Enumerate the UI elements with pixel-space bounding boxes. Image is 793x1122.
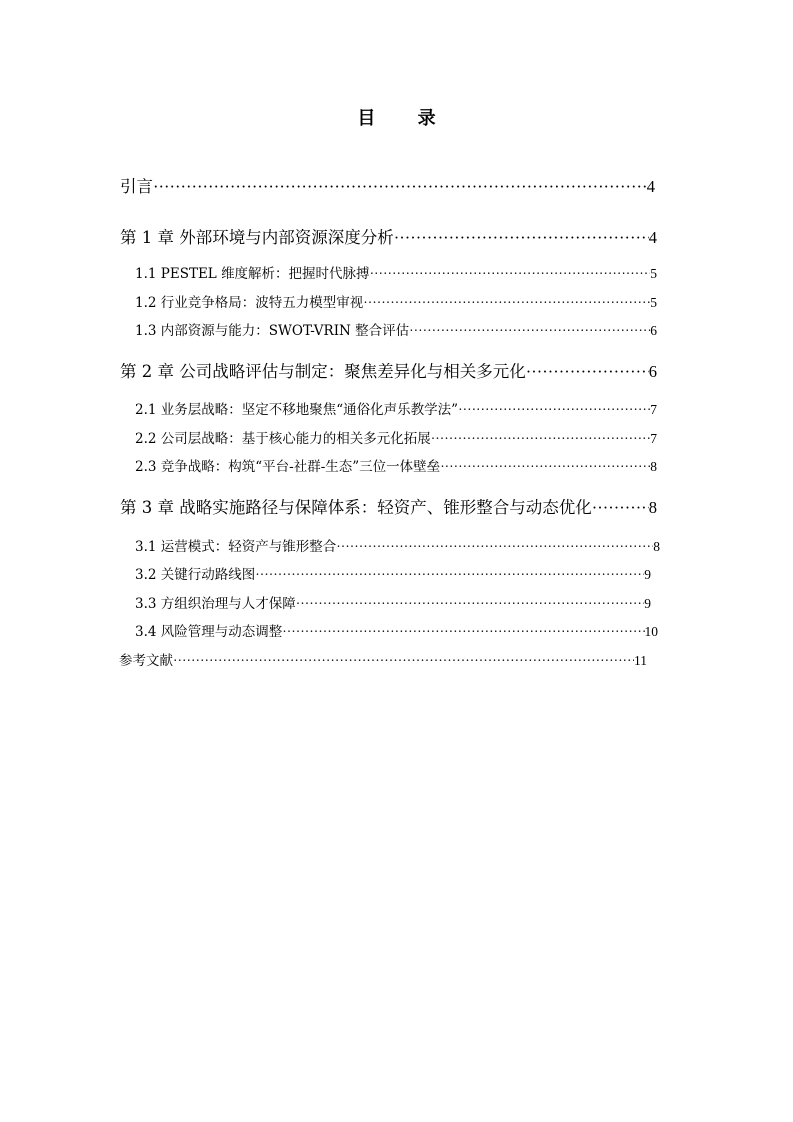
dot-leader [592, 498, 649, 518]
toc-entry-page-number: 4 [648, 228, 657, 247]
toc-entry[interactable] [135, 262, 657, 282]
toc-entry-page-number: 10 [644, 624, 658, 639]
dot-leader [336, 539, 653, 555]
toc-entry-page-number: 9 [644, 596, 651, 611]
toc-entry-label: 1.3 内部资源与能力：SWOT-VRIN 整合评估 [135, 323, 410, 339]
dot-leader [296, 596, 644, 612]
toc-entry[interactable] [135, 427, 657, 447]
toc-entry-page-number: 4 [646, 177, 655, 196]
toc-entry-page-number: 9 [644, 567, 651, 582]
dot-leader [409, 323, 650, 339]
toc-entry-label: 1.1 PESTEL 维度解析：把握时代脉搏 [135, 266, 370, 282]
toc-entry[interactable] [120, 173, 655, 197]
toc-entry[interactable] [135, 455, 657, 475]
dot-leader [255, 567, 644, 583]
toc-entry-label: 第 3 章 战略实施路径与保障体系：轻资产、锥形整合与动态优化 [120, 498, 592, 517]
toc-entry-label: 2.2 公司层战略：基于核心能力的相关多元化拓展 [135, 431, 431, 447]
toc-entry-page-number: 5 [650, 266, 657, 281]
toc-entry-label: 3.1 运营模式：轻资产与锥形整合 [135, 539, 337, 555]
toc-entry-label: 第 1 章 外部环境与内部资源深度分析 [120, 228, 394, 247]
toc-entry-page-number: 7 [650, 402, 657, 417]
toc-entry-label: 3.2 关键行动路线图 [135, 567, 256, 583]
toc-entry-page-number: 8 [653, 539, 660, 554]
toc-entry[interactable] [135, 592, 651, 612]
dot-leader [363, 295, 650, 311]
toc-entry[interactable] [135, 398, 657, 418]
dot-leader [526, 362, 649, 382]
toc-entry[interactable] [120, 224, 657, 248]
toc-entry-page-number: 11 [634, 653, 647, 668]
toc-entry-page-number: 6 [650, 323, 657, 338]
dot-leader [440, 459, 650, 475]
toc-entry-label: 1.2 行业竞争格局：波特五力模型审视 [135, 295, 364, 311]
toc-entry[interactable] [135, 319, 657, 339]
toc-entry-label: 2.1 业务层战略：坚定不移地聚焦“通俗化声乐教学法” [135, 402, 459, 418]
toc-entry-label: 2.3 竞争战略：构筑“平台-社群-生态”三位一体壁垒 [135, 459, 441, 475]
toc-entry[interactable] [135, 291, 657, 311]
dot-leader [173, 653, 634, 669]
dot-leader [394, 228, 649, 248]
toc-entry[interactable] [135, 535, 660, 555]
toc-entry-page-number: 7 [650, 431, 657, 446]
toc-entry[interactable] [135, 620, 658, 640]
dot-leader [458, 402, 650, 418]
toc-entry-page-number: 8 [648, 498, 657, 517]
toc-entry-label: 3.4 风险管理与动态调整 [135, 624, 283, 640]
toc-entry[interactable] [120, 494, 657, 518]
toc-entry-page-number: 5 [650, 295, 657, 310]
toc-entry[interactable] [119, 649, 647, 669]
toc-entry-page-number: 6 [648, 362, 657, 381]
dot-leader [153, 177, 647, 197]
toc-entry[interactable] [135, 563, 651, 583]
dot-leader [282, 624, 644, 640]
toc-title: 目 录 [357, 108, 454, 129]
toc-entry-label: 第 2 章 公司战略评估与制定：聚焦差异化与相关多元化 [120, 362, 526, 381]
toc-entry-label: 参考文献 [119, 653, 173, 669]
dot-leader [370, 266, 651, 282]
toc-entry-label: 引言 [120, 177, 153, 196]
toc-entry-label: 3.3 方组织治理与人才保障 [135, 596, 296, 612]
dot-leader [431, 431, 650, 447]
toc-entry[interactable] [120, 358, 657, 382]
toc-entry-page-number: 8 [650, 459, 657, 474]
